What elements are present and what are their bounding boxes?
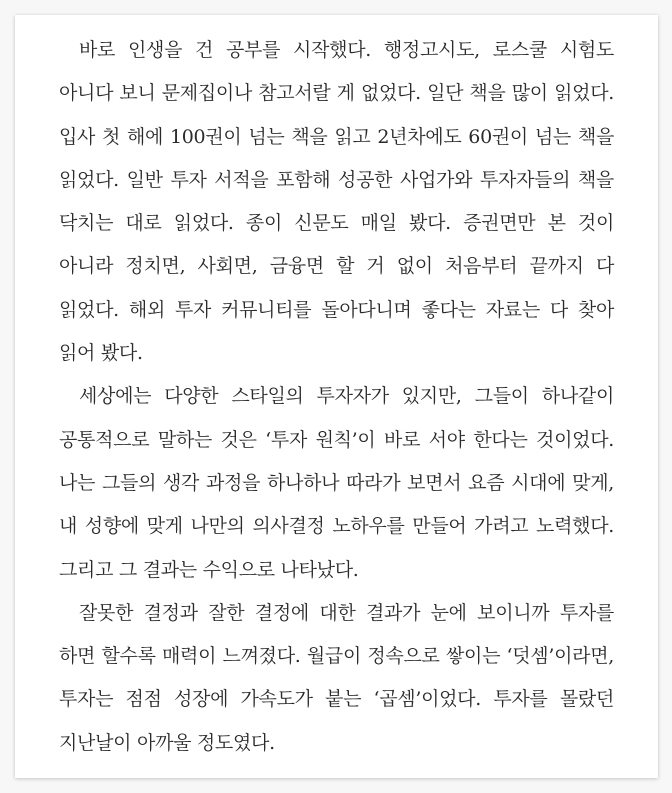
paragraph-3: 잘못한 결정과 잘한 결정에 대한 결과가 눈에 보이니까 투자를 하면 할수록 매력이 느껴졌다. 월급이 정속으로 쌓이는 ‘덧셈’이라면, 투자는 점점 성장에 가속도가 붙는 ‘곱셈’이었다. 투자를 몰랐던 지난날이 아까울 정도였다. — [59, 601, 614, 754]
paragraph-2: 세상에는 다양한 스타일의 투자자가 있지만, 그들이 하나같이 공통적으로 말하는 것은 ‘투자 원칙’이 바로 서야 한다는 것이었다. 나는 그들의 생각 과정을 하나하나 따라가 보면서 요즘 시대에 맞게, 내 성향에 맞게 나만의 의사결정 노하우를 만들어 가려고 노력했다. 그리고 그 결과는 수익으로 나타났다. — [59, 385, 614, 581]
document-page — [15, 15, 658, 778]
paragraph-1: 바로 인생을 건 공부를 시작했다. 행정고시도, 로스쿨 시험도 아니다 보니 문제집이나 참고서랄 게 없었다. 일단 책을 많이 읽었다. 입사 첫 해에 100권이 넘는 책을 읽고 2년차에도 60권이 넘는 책을 읽었다. 일반 투자 서적을 포함해 성공한 사업가와 투자자들의 책을 닥치는 대로 읽었다. 종이 신문도 매일 봤다. 증권면만 본 것이 아니라 정치면, 사회면, 금융면 할 거 없이 처음부터 끝까지 다 읽었다. 해외 투자 커뮤니티를 돌아다니며 좋다는 자료는 다 찾아 읽어 봤다. — [59, 39, 614, 365]
